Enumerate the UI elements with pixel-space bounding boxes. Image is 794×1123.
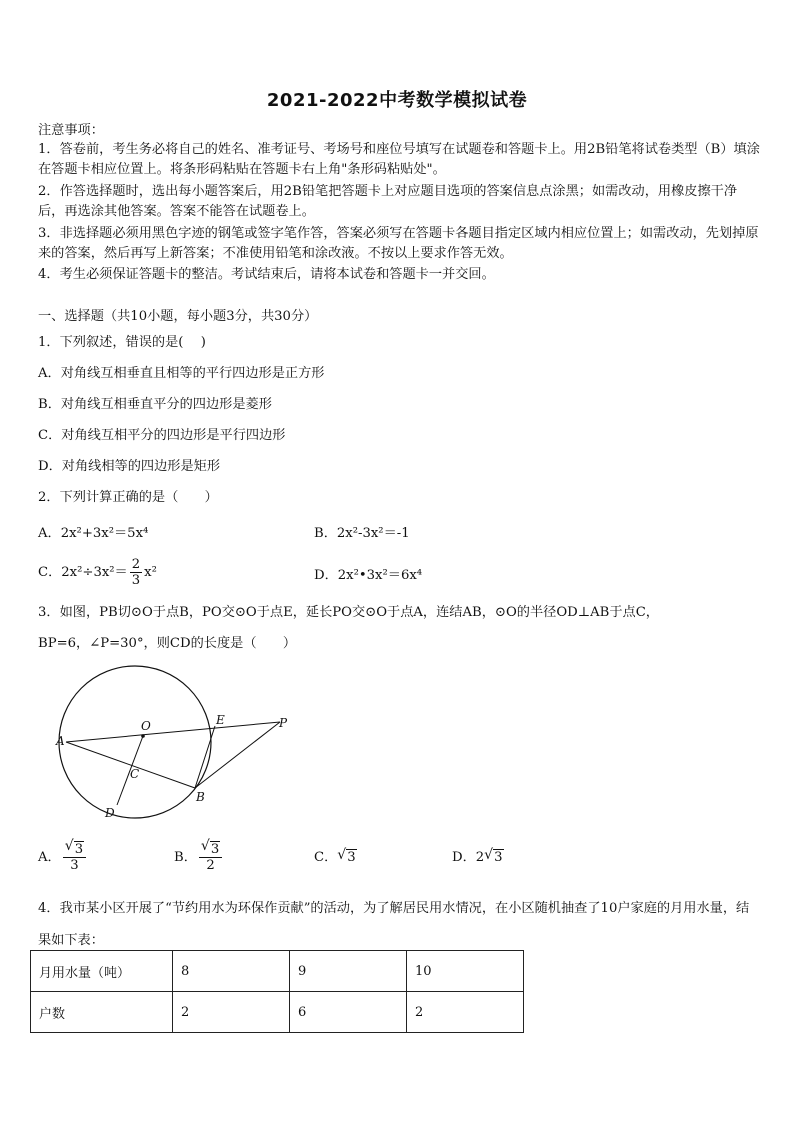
table-row: [31, 992, 524, 1033]
q3-option-a: [38, 838, 88, 873]
fraction-den: 2: [206, 858, 215, 873]
fraction-num: [199, 838, 222, 858]
table-cell: 月用水量（吨）: [31, 951, 173, 992]
q4-stem: 4．我市某小区开展了“节约用水为环保作贡献”的活动，为了解居民用水情况，在小区随机抽查了10户家庭的月用水量，结果如下表：: [38, 901, 750, 948]
q2-stem: 2．下列计算正确的是（ ）: [38, 490, 218, 505]
note-3: 3．非选择题必须用黑色字迹的钢笔或签字笔作答，答案必须写在答题卡各题目指定区域内相应位置上；如需改动，先划掉原来的答案，然后再写上新答案；不准使用铅笔和涂改液。不按以上要求作答无效。: [38, 226, 759, 261]
line-ob: [143, 736, 195, 788]
fraction: [199, 838, 222, 873]
q2-option-b: [314, 524, 410, 544]
q2-option-c-label: C．: [38, 565, 62, 580]
q2-option-c: [38, 557, 157, 588]
line-pb: [195, 722, 280, 788]
label-b: B: [196, 790, 205, 804]
table-cell: 2: [173, 992, 290, 1033]
notes-heading: 注意事项：: [38, 123, 104, 138]
radicand: 3: [494, 850, 503, 865]
line-ap: [66, 722, 280, 742]
q2-option-b-expr: 2x²-3x²＝-1: [336, 526, 410, 541]
radical-sign: √: [200, 838, 210, 854]
q2-option-d-expr: 2x²•3x²＝6x⁴: [337, 568, 423, 583]
sqrt: [200, 838, 220, 857]
table-cell: 10: [407, 951, 524, 992]
label-e: E: [216, 713, 225, 727]
label-p: P: [279, 716, 288, 730]
radical-sign: √: [484, 847, 494, 863]
geometry-figure: [50, 660, 300, 825]
q2-option-a-label: A．: [38, 526, 61, 541]
radicand: 3: [347, 850, 356, 865]
q2-option-b-label: B．: [314, 526, 337, 541]
radicand: 3: [210, 842, 220, 857]
q1-stem: 1．下列叙述，错误的是( ): [38, 335, 206, 350]
fraction-den: 3: [131, 573, 141, 588]
radicand: 3: [74, 842, 84, 857]
water-usage-table: [30, 950, 524, 1033]
fraction: [63, 838, 86, 873]
exam-title: 2021-2022中考数学模拟试卷: [266, 90, 528, 111]
q3-option-b-label: B．: [174, 850, 197, 865]
q1-option-a: A．对角线互相垂直且相等的平行四边形是正方形: [38, 366, 325, 381]
label-o: O: [141, 719, 151, 733]
note-1: 1．答卷前，考生务必将自己的姓名、准考证号、考场号和座位号填写在试题卷和答题卡上。用2B铅笔将试卷类型（B）填涂在答题卡相应位置上。将条形码粘贴在答题卡右上角"条形码粘贴处"。: [38, 142, 760, 177]
table-row: [31, 951, 524, 992]
q1-option-c: C．对角线互相平分的四边形是平行四边形: [38, 428, 286, 443]
label-a: A: [56, 734, 65, 748]
fraction: [130, 557, 142, 588]
table-cell: 2: [407, 992, 524, 1033]
radical-sign: √: [337, 847, 347, 863]
q2-option-a-expr: 2x²+3x²＝5x⁴: [60, 526, 149, 541]
line-eb: [195, 726, 215, 788]
table-cell: 9: [290, 951, 407, 992]
q2-option-a: [38, 524, 148, 544]
section-heading: 一、选择题（共10小题，每小题3分，共30分）: [38, 309, 318, 324]
q2-option-c-pre: 2x²÷3x²＝: [61, 565, 128, 580]
line-ab: [66, 742, 195, 788]
circle-o: [59, 666, 211, 818]
point-o: [141, 734, 145, 738]
note-4: 4．考生必须保证答题卡的整洁。考试结束后，请将本试卷和答题卡一并交回。: [38, 267, 495, 282]
sqrt: [337, 848, 356, 868]
q3-option-c: [314, 848, 357, 868]
label-d: D: [105, 806, 115, 820]
sqrt: [484, 848, 503, 868]
q3-option-d: [452, 848, 504, 868]
q3-stem-line2: BP=6，∠P=30°，则CD的长度是（ ）: [38, 636, 297, 651]
radical-sign: √: [64, 838, 74, 854]
q1-option-b: B．对角线互相垂直平分的四边形是菱形: [38, 397, 272, 412]
table-cell: 户数: [31, 992, 173, 1033]
q3-option-b: [174, 838, 224, 873]
fraction-num: [63, 838, 86, 858]
q3-option-d-label: D．: [452, 850, 476, 865]
fraction-den: 3: [70, 858, 79, 873]
q3-option-d-coef: 2: [475, 850, 485, 865]
table-cell: 8: [173, 951, 290, 992]
label-c: C: [130, 767, 140, 781]
fraction-num: 2: [131, 557, 141, 572]
sqrt: [64, 838, 84, 857]
note-2: 2．作答选择题时，选出每小题答案后，用2B铅笔把答题卡上对应题目选项的答案信息点涂黑；如需改动，用橡皮擦干净后，再选涂其他答案。答案不能答在试题卷上。: [38, 184, 738, 219]
q2-option-d-label: D．: [314, 568, 338, 583]
q3-option-a-label: A．: [38, 850, 61, 865]
q3-stem-line1: 3．如图，PB切⊙O于点B，PO交⊙O于点E，延长PO交⊙O于点A，连结AB，⊙O的半径OD⊥AB于点C，: [38, 605, 659, 620]
table-cell: 6: [290, 992, 407, 1033]
q3-option-c-label: C．: [314, 850, 338, 865]
q2-option-d: [314, 566, 422, 586]
q1-option-d: D．对角线相等的四边形是矩形: [38, 459, 221, 474]
q2-option-c-post: x²: [144, 565, 157, 580]
